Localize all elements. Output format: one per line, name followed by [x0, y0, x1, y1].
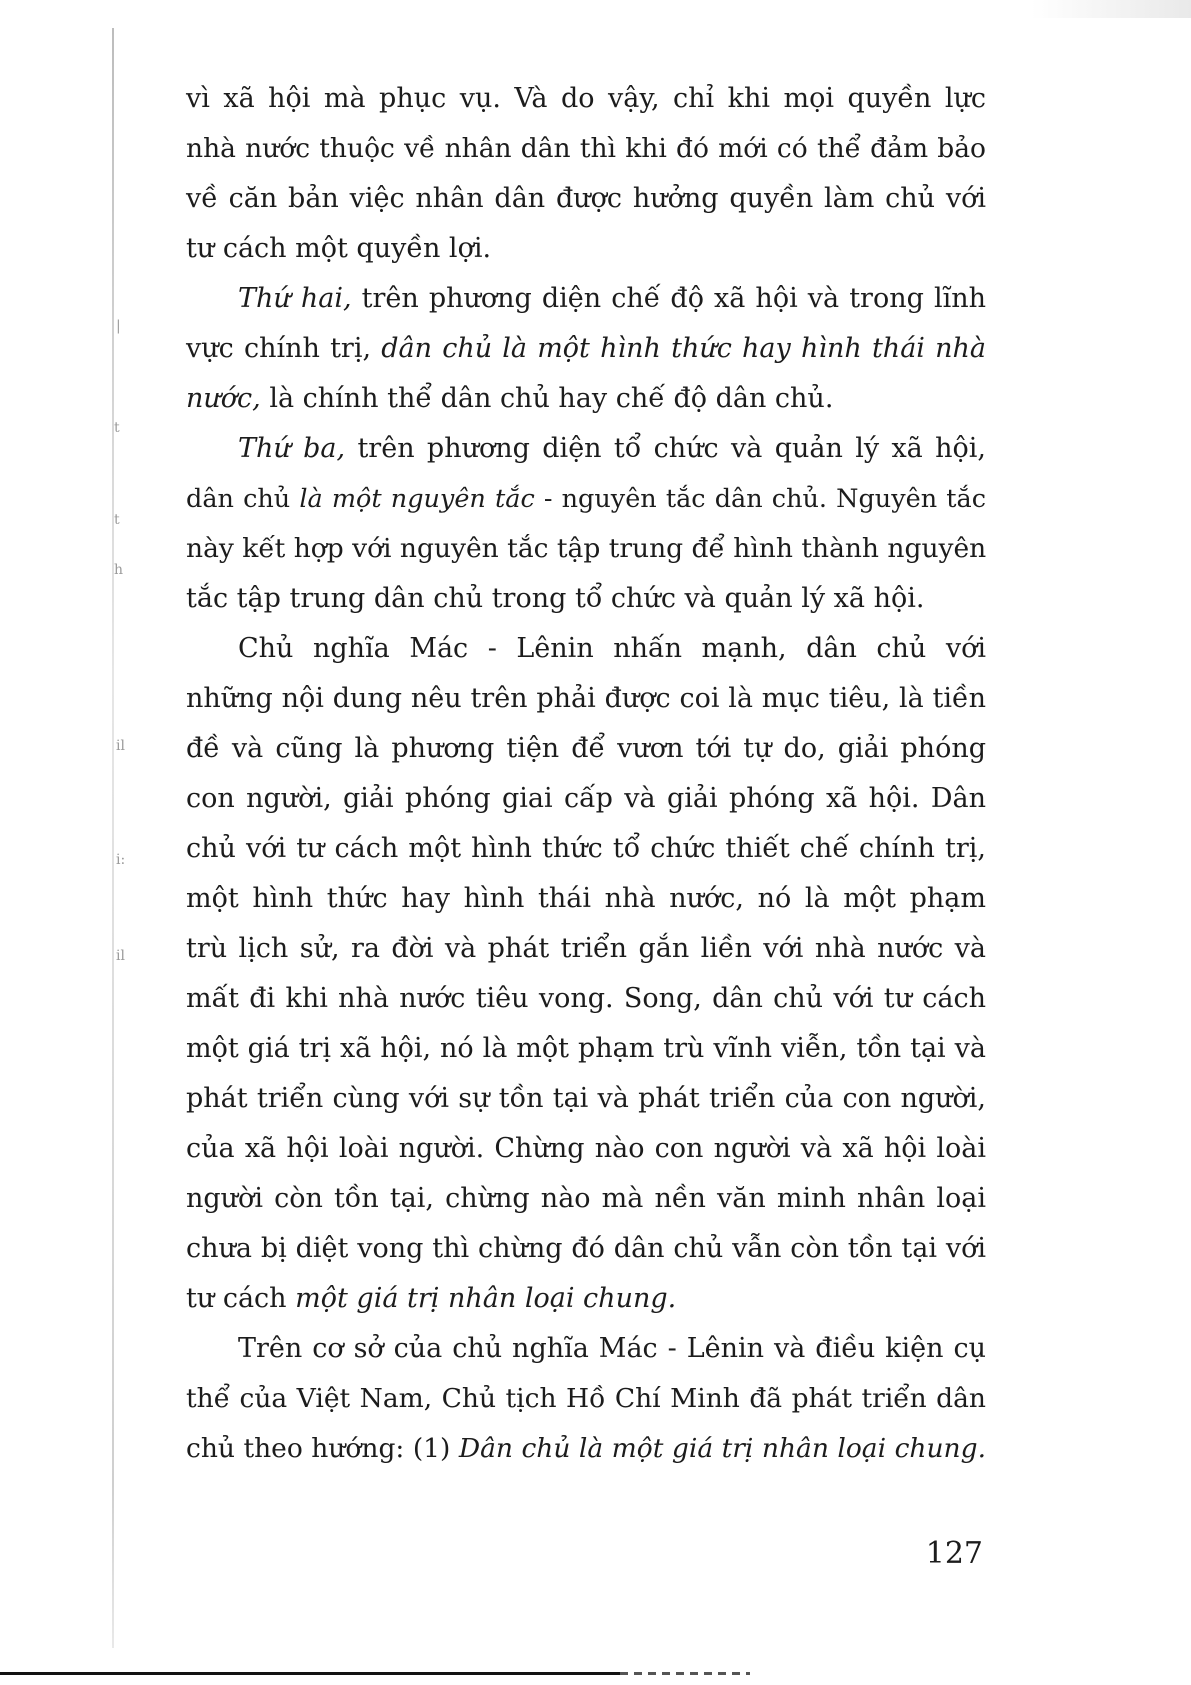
text-line: Chủ nghĩa Mác - Lênin nhấn mạnh, dân chủ với	[238, 633, 986, 664]
text-line: Thứ hai, trên phương diện chế độ xã hội và trong lĩnh	[238, 283, 986, 314]
text-line: nhà nước thuộc về nhân dân thì khi đó mới có thể đảm bảo	[186, 133, 986, 164]
text-line: Trên cơ sở của chủ nghĩa Mác - Lênin và điều kiện cụ	[238, 1333, 986, 1364]
text-line: nước, là chính thể dân chủ hay chế độ dân chủ.	[186, 383, 834, 414]
text-line: về căn bản việc nhân dân được hưởng quyền làm chủ với	[186, 183, 986, 214]
scan-bottom-rule	[0, 1672, 620, 1675]
scan-mark: t	[114, 420, 120, 436]
text-line: vực chính trị, dân chủ là một hình thức hay hình thái nhà	[186, 333, 986, 364]
page-number: 127	[925, 1536, 983, 1571]
scan-corner-shadow	[1031, 0, 1191, 18]
scan-mark: |	[116, 318, 121, 334]
text-line: một hình thức hay hình thái nhà nước, nó là một phạm	[186, 883, 986, 914]
text-line: tắc tập trung dân chủ trong tổ chức và quản lý xã hội.	[186, 583, 925, 614]
text-line: đề và cũng là phương tiện để vươn tới tự do, giải phóng	[186, 733, 986, 764]
scan-mark: t	[114, 512, 120, 528]
text-line: chưa bị diệt vong thì chừng đó dân chủ vẫn còn tồn tại với	[186, 1233, 986, 1264]
text-line: trù lịch sử, ra đời và phát triển gắn liền với nhà nước và	[186, 933, 986, 964]
text-line: con người, giải phóng giai cấp và giải phóng xã hội. Dân	[186, 783, 986, 814]
text-line: vì xã hội mà phục vụ. Và do vậy, chỉ khi mọi quyền lực	[186, 83, 986, 114]
scan-binding-edge	[112, 28, 114, 1648]
text-line: những nội dung nêu trên phải được coi là mục tiêu, là tiền	[186, 683, 986, 714]
body-text	[186, 74, 986, 1474]
scan-mark: il	[116, 948, 125, 964]
text-line: mất đi khi nhà nước tiêu vong. Song, dân chủ với tư cách	[186, 983, 986, 1014]
scan-mark: il	[116, 738, 125, 754]
text-line: tư cách một quyền lợi.	[186, 233, 492, 264]
text-line: người còn tồn tại, chừng nào mà nền văn minh nhân loại	[186, 1183, 986, 1214]
text-line: thể của Việt Nam, Chủ tịch Hồ Chí Minh đã phát triển dân	[186, 1383, 986, 1414]
scan-bottom-rule-tail	[620, 1672, 750, 1675]
text-line: một giá trị xã hội, nó là một phạm trù vĩnh viễn, tồn tại và	[186, 1033, 986, 1064]
text-line: chủ với tư cách một hình thức tổ chức thiết chế chính trị,	[186, 833, 986, 864]
text-line: tư cách một giá trị nhân loại chung.	[186, 1283, 677, 1314]
scan-mark: i:	[116, 852, 126, 868]
text-line: dân chủ là một nguyên tắc - nguyên tắc dân chủ. Nguyên tắc	[186, 484, 987, 514]
scan-mark: h	[114, 562, 124, 578]
text-line: chủ theo hướng: (1) Dân chủ là một giá trị nhân loại chung.	[186, 1433, 986, 1464]
text-line: phát triển cùng với sự tồn tại và phát triển của con người,	[186, 1083, 986, 1114]
text-line: của xã hội loài người. Chừng nào con người và xã hội loài	[186, 1133, 986, 1164]
text-line: Thứ ba, trên phương diện tổ chức và quản lý xã hội,	[238, 433, 986, 464]
text-line: này kết hợp với nguyên tắc tập trung để hình thành nguyên	[186, 533, 987, 564]
